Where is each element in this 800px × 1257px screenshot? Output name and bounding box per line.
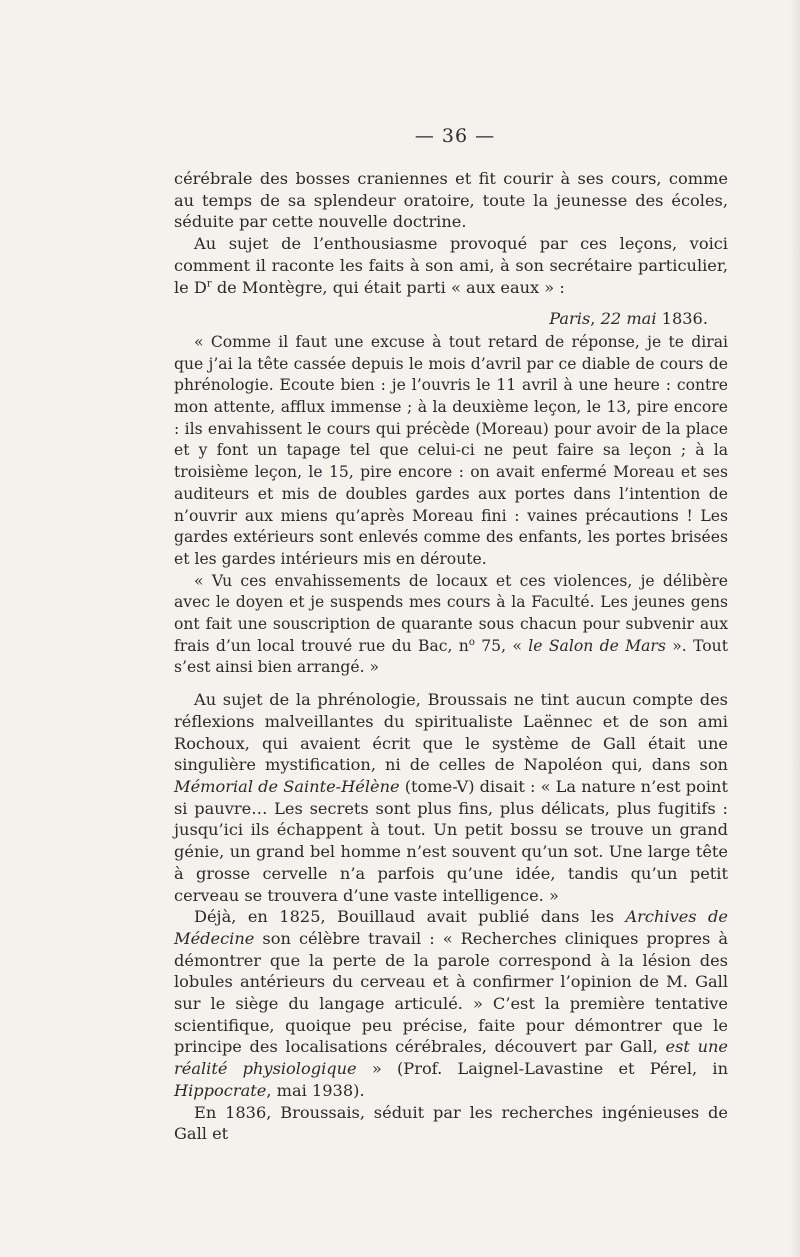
paragraph-p4 [174,571,728,680]
superscript-text: r [206,278,212,290]
italic-text: 22 mai [600,309,657,329]
italic-text: Paris [549,309,591,329]
text-run: Au sujet de la phrénologie, Broussais ne tint aucun compte des réflexions malveillantes du spiritualiste Laënnec et de son ami Rochoux, qui avaient écrit que le système de Gall était une singulière mystification, ni de celles de Napoléon qui, dans son [174,690,728,775]
text-run: Au sujet de l’enthousiasme provoqué par ces leçons, voici comment il raconte les faits à son ami, à son secrétaire particulier, le D [174,234,728,297]
letter-dateline [174,308,728,330]
page-number: — 36 — [414,125,496,147]
text-run: « Comme il faut une excuse à tout retard de réponse, je te dirai que j’ai la tête cassée depuis le mois d’avril par ce diable de cours de phrénologie. Ecoute bien : je l’ouvris le 11 avril à une heure : contre mon attente, afflux immense ; à la deuxième leçon, le 13, pire encore : ils envahissent le cours qui précède (Moreau) pour avoir de la place et y font un tapage tel que celui-ci ne peut faire sa leçon ; à la troisième leçon, le 15, pire encore : on avait enfermé Moreau et ses auditeurs et mis de doubles gardes aux portes dans l’intention de n’ouvrir aux miens qu’après Moreau fini : vaines précautions ! Les gardes extérieurs sont enlevés comme des enfants, les portes brisées et les gardes intérieurs mis en déroute. [174,332,728,568]
text-run: » (Prof. Laignel-Lavastine et Pérel, in [356,1059,729,1079]
text-run: « Vu ces envahissements de locaux et ces violences, je délibère avec le doyen et je suspends mes cours à la Faculté. Les jeunes gens ont fait une souscription de quarante sous chacun pour subvenir aux frais d’un local trouvé rue du Bac, n [174,571,728,655]
paragraph-p2 [174,233,728,298]
italic-text: est une réalité physiologique [174,1037,728,1079]
text-run: , mai 1938). [266,1080,365,1100]
page-edge-shadow [790,0,800,1257]
text-run: de Montègre, qui était parti « aux eaux » : [211,277,565,297]
italic-text: Hippocrate [174,1080,267,1100]
text-run: son célèbre travail : « Recherches cliniques propres à démontrer que la perte de la parole correspond à la lésion des lobules antérieurs du cerveau et à confirmer l’opinion de M. Gall sur le siège du langage articulé. » C’est la première tentative scientifique, quoique peu précise, faite pour démontrer que le principe des localisations cérébrales, découvert par Gall, [174,928,728,1057]
text-run: Déjà, en 1825, Bouillaud avait publié dans les [194,907,626,927]
text-run: 75, « [474,636,529,655]
paragraph-p5 [174,689,728,906]
text-run: (tome-V) disait : « La nature n’est point si pauvre… Les secrets sont plus fins, plus délicats, plus fugitifs : jusqu’ici ils échappent à tout. Un petit bossu se trouve un grand génie, un grand bel homme n’est souvent qu’un sot. Une large tête à grosse cervelle n’a parfois qu’une idée, tandis qu’un petit cerveau se trouvera d’une vaste intelligence. » [174,776,728,905]
text-run: En 1836, Broussais, séduit par les recherches ingénieuses de Gall et [174,1102,728,1144]
paragraph-p1 [174,168,728,233]
paragraph-p3 [174,332,728,571]
text-run: 1836. [656,309,708,329]
text-run: ». Tout s’est ainsi bien arrangé. » [174,636,728,677]
text-run: , [590,309,601,329]
body-text [174,168,728,1145]
italic-text: le Salon de Mars [528,636,666,655]
italic-text: Mémorial de Sainte-Hélène [174,776,400,796]
paragraph-p6 [174,906,728,1101]
paragraph-p7 [174,1102,728,1145]
superscript-text: o [468,636,475,648]
text-run: cérébrale des bosses craniennes et fit courir à ses cours, comme au temps de sa splendeur oratoire, toute la jeunesse des écoles, séduite par cette nouvelle doctrine. [174,169,728,232]
italic-text: Archives de Médecine [174,907,728,948]
